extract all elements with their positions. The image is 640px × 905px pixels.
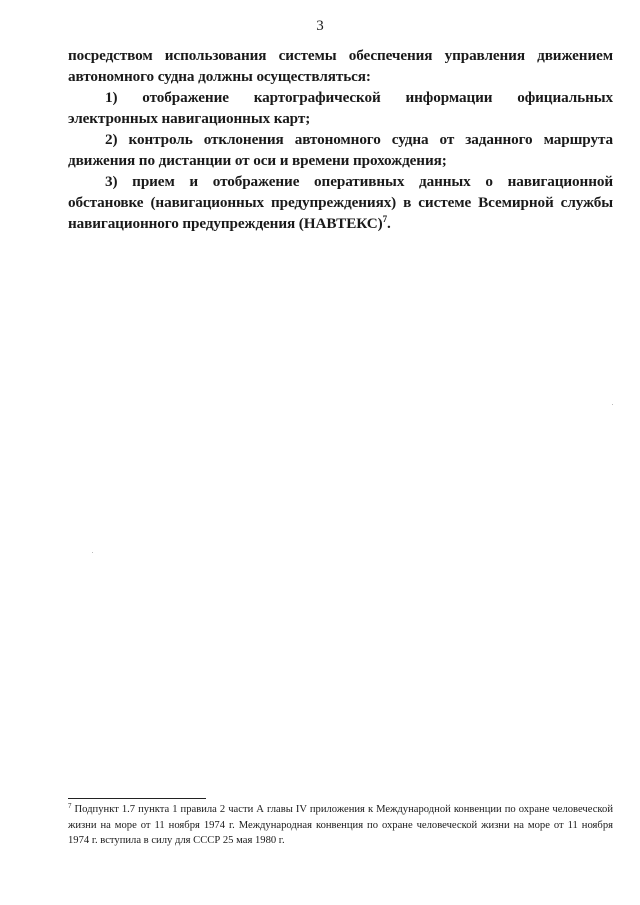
scan-speck bbox=[92, 552, 93, 553]
footnote-marker: 7 bbox=[68, 802, 72, 810]
footnote bbox=[68, 802, 613, 849]
body-text bbox=[68, 45, 613, 234]
paragraph-item-3-text: 3) прием и отображение оперативных данных о навигационной обстановке (навигационных предупреждениях) в системе Всемирной службы навигационного предупреждения (НАВТЕКС) bbox=[68, 173, 613, 232]
footnote-text: Подпункт 1.7 пункта 1 правила 2 части А главы IV приложения к Международной конвенции по охране человеческой жизни на море от 11 ноября 1974 г. Международная конвенция по охране человеческой жизни на море от 11 ноября 1974 г. вступила в силу для СССР 25 мая 1980 г. bbox=[68, 804, 613, 846]
paragraph-intro bbox=[68, 45, 613, 87]
paragraph-item-1 bbox=[68, 87, 613, 129]
footnote-separator bbox=[68, 798, 206, 799]
paragraph-item-1-text: 1) отображение картографической информации официальных электронных навигационных карт; bbox=[68, 89, 613, 127]
paragraph-item-3 bbox=[68, 171, 613, 234]
paragraph-item-3-trailing: . bbox=[386, 215, 391, 232]
page-number: 3 bbox=[316, 18, 324, 34]
paragraph-item-2-text: 2) контроль отклонения автономного судна от заданного маршрута движения по дистанции от оси и времени прохождения; bbox=[68, 131, 613, 169]
scan-speck bbox=[612, 404, 613, 405]
paragraph-item-2 bbox=[68, 129, 613, 171]
paragraph-intro-text: посредством использования системы обеспечения управления движением автономного судна должны осуществляться: bbox=[68, 47, 613, 85]
footnote-reference[interactable]: 7 bbox=[382, 214, 387, 224]
